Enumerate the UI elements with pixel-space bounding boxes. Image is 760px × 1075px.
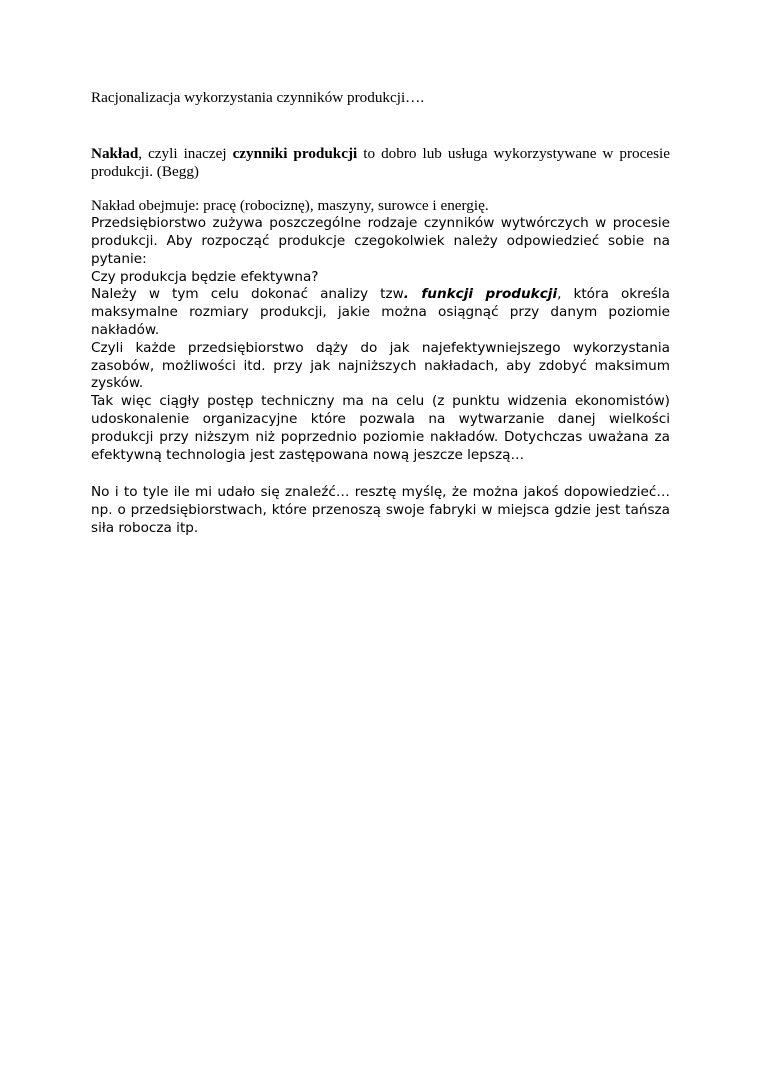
paragraph-enterprise-usage: Przedsiębiorstwo zużywa poszczególne rodzaje czynników wytwórczych w procesie produkcji. Aby rozpocząć produkcje czegokolwiek należy odpowiedzieć sobie na pytanie: — [91, 215, 670, 267]
spacer — [91, 180, 670, 197]
term-czynniki-produkcji: czynniki produkcji — [232, 144, 358, 162]
paragraph-question: Czy produkcja będzie efektywna? — [91, 268, 319, 285]
paragraph-closing: No i to tyle ile mi udało się znaleźć… resztę myślę, że można jakoś dopowiedzieć… np. o przedsiębiorstwach, które przenoszą swoje fabryki w miejsca gdzie jest tańsza siła robocza itp. — [91, 484, 670, 536]
production-function-text-2: , która określa maksymalne rozmiary produkcji, jakie można osiągnąć przy danym poziomie nakładów. — [91, 286, 670, 338]
spacer — [91, 107, 670, 145]
paragraph-efficiency: Czyli każde przedsiębiorstwo dąży do jak najefektywniejszego wykorzystania zasobów, możliwości itd. przy jak najniższych nakładach, aby zdobyć maksimum zysków. — [91, 339, 670, 392]
spacer — [91, 464, 670, 484]
document-title: Racjonalizacja wykorzystania czynników produkcji…. — [91, 89, 425, 106]
definition-text-2: to dobro lub usługa wykorzystywane w procesie produkcji. (Begg) — [91, 144, 670, 180]
document-body — [91, 89, 670, 538]
paragraph-technical-progress: Tak więc ciągły postęp techniczny ma na celu (z punktu widzenia ekonomistów) udoskonalenie organizacyjne które pozwala na wytwarzanie danej wielkości produkcji przy niższym niż poprzednio poziomie nakładów. Dotychczas uważana za efektywną technologia jest zastępowana nową jeszcze lepszą… — [91, 393, 670, 463]
definition-text-1: , czyli inaczej — [138, 144, 233, 162]
term-naklad: Nakład — [91, 144, 139, 162]
paragraph-definition — [91, 145, 670, 181]
term-funkcji-produkcji: . funkcji produkcji — [403, 286, 558, 303]
production-function-text-1: Należy w tym celu dokonać analizy tzw — [91, 286, 404, 303]
paragraph-naklad-components: Nakład obejmuje: pracę (robociznę), maszyny, surowce i energię. — [91, 197, 489, 215]
paragraph-production-function — [91, 286, 670, 339]
